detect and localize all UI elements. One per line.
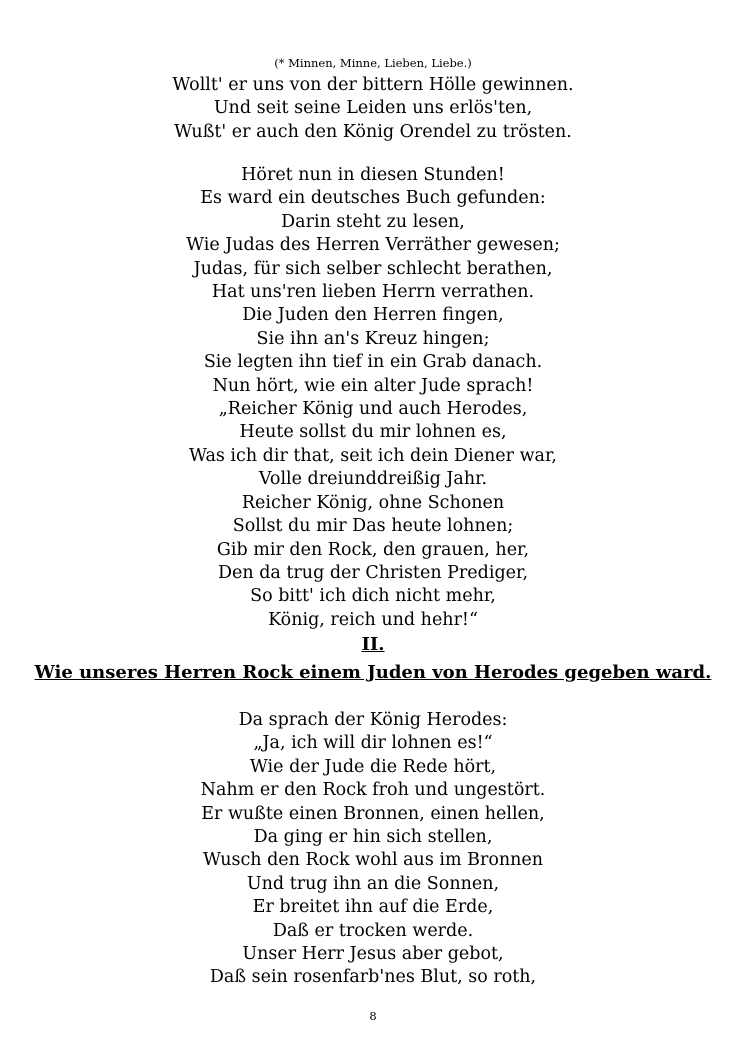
verse-line: Sie legten ihn tief in ein Grab danach. xyxy=(203,352,543,373)
verse-line: Daß er trocken werde. xyxy=(272,920,474,941)
stanza-2 xyxy=(0,164,746,632)
verse-line: Er wußte einen Bronnen, einen hellen, xyxy=(201,803,545,824)
verse-line: Da ging er hin sich stellen, xyxy=(253,827,493,848)
page-number: 8 xyxy=(369,1009,377,1023)
verse-line: Den da trug der Christen Prediger, xyxy=(217,562,529,583)
stanza-3 xyxy=(0,709,746,990)
verse-line: Wollt' er uns von der bittern Hölle gewinnen. xyxy=(172,75,574,95)
verse-line: Nahm er den Rock froh und ungestört. xyxy=(200,780,546,801)
verse-line: Wußt' er auch den König Orendel zu trösten. xyxy=(174,121,572,142)
footnote: (* Minnen, Minne, Lieben, Liebe.) xyxy=(274,56,472,70)
verse-line: Was ich dir that, seit ich dein Diener war, xyxy=(188,445,557,466)
verse-line: Er breitet ihn auf die Erde, xyxy=(252,897,494,918)
verse-line: Heute sollst du mir lohnen es, xyxy=(239,422,507,443)
verse-line: Wie Judas des Herren Verräther gewesen; xyxy=(186,235,560,256)
verse-line: König, reich und hehr!“ xyxy=(268,609,478,630)
verse-line: Da sprach der König Herodes: xyxy=(238,710,508,730)
section-number: II. xyxy=(361,634,385,655)
verse-line: Höret nun in diesen Stunden! xyxy=(241,165,505,185)
verse-line: Judas, für sich selber schlecht berathen, xyxy=(193,258,553,279)
verse-line: Wusch den Rock wohl aus im Bronnen xyxy=(202,850,544,871)
verse-line: Nun hört, wie ein alter Jude sprach! xyxy=(212,375,534,396)
verse-line: Gib mir den Rock, den grauen, her, xyxy=(216,539,530,560)
verse-line: Und trug ihn an die Sonnen, xyxy=(246,873,500,894)
verse-line: Hat uns'ren lieben Herrn verrathen. xyxy=(211,282,535,303)
verse-line: Sollst du mir Das heute lohnen; xyxy=(232,516,514,537)
verse-line: Wie der Jude die Rede hört, xyxy=(249,756,497,777)
verse-line: Volle dreiunddreißig Jahr. xyxy=(258,469,488,490)
verse-line: Es ward ein deutsches Buch gefunden: xyxy=(200,188,546,209)
verse-line: „Ja, ich will dir lohnen es!“ xyxy=(253,733,493,754)
verse-line: Darin steht zu lesen, xyxy=(281,211,465,232)
verse-line: Unser Herr Jesus aber gebot, xyxy=(242,944,504,965)
verse-line: „Reicher König und auch Herodes, xyxy=(218,399,528,420)
verse-line: So bitt' ich dich nicht mehr, xyxy=(250,586,496,607)
verse-line: Und seit seine Leiden uns erlös'ten, xyxy=(213,98,533,119)
section-title: Wie unseres Herren Rock einem Juden von Herodes gegeben ward. xyxy=(34,662,712,683)
verse-line: Daß sein rosenfarb'nes Blut, so roth, xyxy=(209,967,537,988)
verse-line: Sie ihn an's Kreuz hingen; xyxy=(256,328,490,349)
stanza-1 xyxy=(0,74,746,144)
verse-line: Die Juden den Herren fingen, xyxy=(242,305,504,326)
verse-line: Reicher König, ohne Schonen xyxy=(241,492,505,513)
